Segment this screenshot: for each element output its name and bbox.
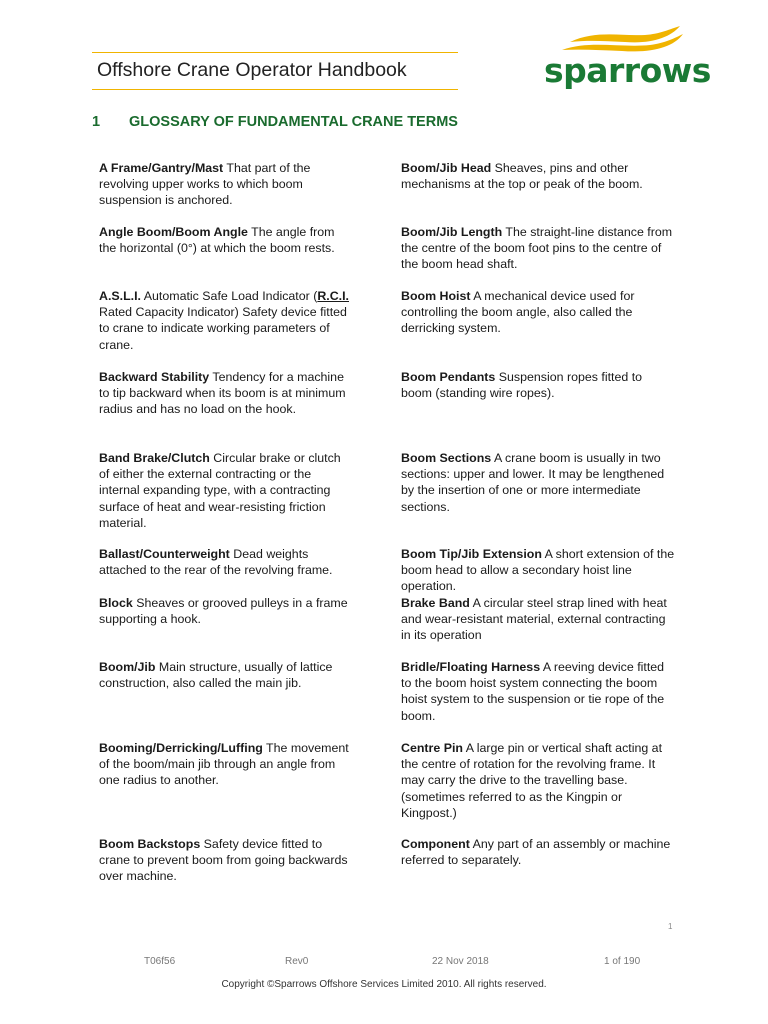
glossary-term: Boom Sections: [401, 451, 492, 465]
glossary-definition: A crane boom is usually in two sections: upper and lower. It may be lengthened by the insertion of one or more intermediate sections.: [401, 451, 665, 514]
glossary-entry: [401, 450, 676, 515]
glossary-term: Band Brake/Clutch: [99, 451, 210, 465]
glossary-definition: Safety device fitted to crane to prevent boom from going backwards over machine.: [99, 837, 348, 884]
logo-wordmark: sparrows: [544, 51, 711, 90]
glossary-entry: [99, 595, 354, 627]
glossary-term: Centre Pin: [401, 741, 463, 755]
glossary-definition: Tendency for a machine to tip backward when its boom is at minimum radius and has no load on the hook.: [99, 370, 346, 417]
document-title: Offshore Crane Operator Handbook: [97, 59, 407, 81]
section-title: GLOSSARY OF FUNDAMENTAL CRANE TERMS: [129, 114, 458, 130]
glossary-term: Boom Hoist: [401, 289, 471, 303]
glossary-definition: That part of the revolving upper works to which boom suspension is anchored.: [99, 161, 311, 208]
footer-copyright: Copyright ©Sparrows Offshore Services Limited 2010. All rights reserved.: [221, 979, 547, 990]
glossary-definition: The straight-line distance from the centre of the boom foot pins to the centre of the boom head shaft.: [401, 225, 673, 272]
glossary-entry: [401, 595, 676, 644]
glossary-definition: A mechanical device used for controlling the boom angle, also called the derricking system.: [401, 289, 635, 336]
glossary-definition: Automatic Safe Load Indicator (: [141, 289, 318, 303]
glossary-definition: A reeving device fitted to the boom hoist system connecting the boom hoist system to the suspension or tie rope of the boom.: [401, 660, 665, 723]
glossary-definition: A circular steel strap lined with heat and wear-resistant material, external contracting in its operation: [401, 596, 667, 643]
footer-date: 22 Nov 2018: [432, 956, 489, 967]
glossary-definition: Circular brake or clutch of either the external contracting or the internal expanding type, with a contracting surface of heat and wear-resisting friction material.: [99, 451, 341, 530]
footer-page-number: 1 of 190: [604, 956, 641, 967]
glossary-entry: [401, 224, 676, 273]
glossary-definition: Suspension ropes fitted to boom (standing wire ropes).: [401, 370, 643, 401]
glossary-term: Boom Pendants: [401, 370, 496, 384]
glossary-entry: [99, 224, 354, 256]
glossary-definition: Main structure, usually of lattice construction, also called the main jib.: [99, 660, 333, 691]
glossary-abbreviation: R.C.I.: [317, 289, 349, 303]
glossary-entry: [99, 160, 354, 209]
header-rule-bottom: [92, 89, 458, 90]
header-rule-top: [92, 52, 458, 53]
glossary-definition: The angle from the horizontal (0°) at which the boom rests.: [99, 225, 335, 256]
glossary-definition: A large pin or vertical shaft acting at the centre of rotation for the revolving frame. It may carry the drive to the travelling base. (sometimes referred to as the Kingpin or Kingpost.): [401, 741, 663, 820]
glossary-entry: [99, 546, 354, 578]
glossary-entry: [99, 288, 354, 353]
glossary-entry: [99, 659, 354, 691]
footer-doc-id: T06f56: [144, 956, 176, 967]
glossary-definition: Sheaves or grooved pulleys in a frame supporting a hook.: [99, 596, 348, 627]
glossary-term: Angle Boom/Boom Angle: [99, 225, 248, 239]
glossary-term: Bridle/Floating Harness: [401, 660, 541, 674]
glossary-term: A Frame/Gantry/Mast: [99, 161, 224, 175]
glossary-entry: [401, 659, 676, 724]
glossary-term: Boom Tip/Jib Extension: [401, 547, 542, 561]
glossary-entry: [401, 740, 676, 821]
glossary-entry: [99, 369, 354, 418]
page-mark: 1: [668, 922, 673, 931]
glossary-term: Boom/Jib Head: [401, 161, 492, 175]
glossary-definition: Any part of an assembly or machine referred to separately.: [401, 837, 671, 868]
glossary-term: Boom Backstops: [99, 837, 201, 851]
glossary-term: A.S.L.I.: [99, 289, 141, 303]
glossary-entry: [401, 288, 676, 337]
sparrows-logo: [540, 26, 735, 92]
glossary-entry: [99, 740, 354, 789]
glossary-definition: Dead weights attached to the rear of the revolving frame.: [99, 547, 333, 578]
glossary-term: Boom/Jib Length: [401, 225, 503, 239]
glossary-definition: A short extension of the boom head to allow a secondary hoist line operation.: [401, 547, 675, 594]
glossary-term: Booming/Derricking/Luffing: [99, 741, 263, 755]
glossary-definition-cont: Rated Capacity Indicator) Safety device fitted to crane to indicate working parameters of crane.: [99, 305, 347, 352]
glossary-entry: [99, 836, 354, 885]
glossary-entry: [401, 369, 676, 401]
section-heading: [92, 114, 458, 130]
section-number: 1: [92, 114, 101, 130]
glossary-definition: Sheaves, pins and other mechanisms at the top or peak of the boom.: [401, 161, 643, 192]
glossary-term: Component: [401, 837, 470, 851]
glossary-entry: [401, 546, 676, 595]
glossary-term: Brake Band: [401, 596, 470, 610]
glossary-term: Block: [99, 596, 133, 610]
glossary-entry: [401, 836, 676, 868]
glossary-entry: [99, 450, 354, 531]
glossary-term: Ballast/Counterweight: [99, 547, 230, 561]
glossary-term: Backward Stability: [99, 370, 210, 384]
glossary-definition: The movement of the boom/main jib through an angle from one radius to another.: [99, 741, 349, 788]
footer-revision: Rev0: [285, 956, 309, 967]
glossary-entry: [401, 160, 676, 192]
glossary-term: Boom/Jib: [99, 660, 156, 674]
